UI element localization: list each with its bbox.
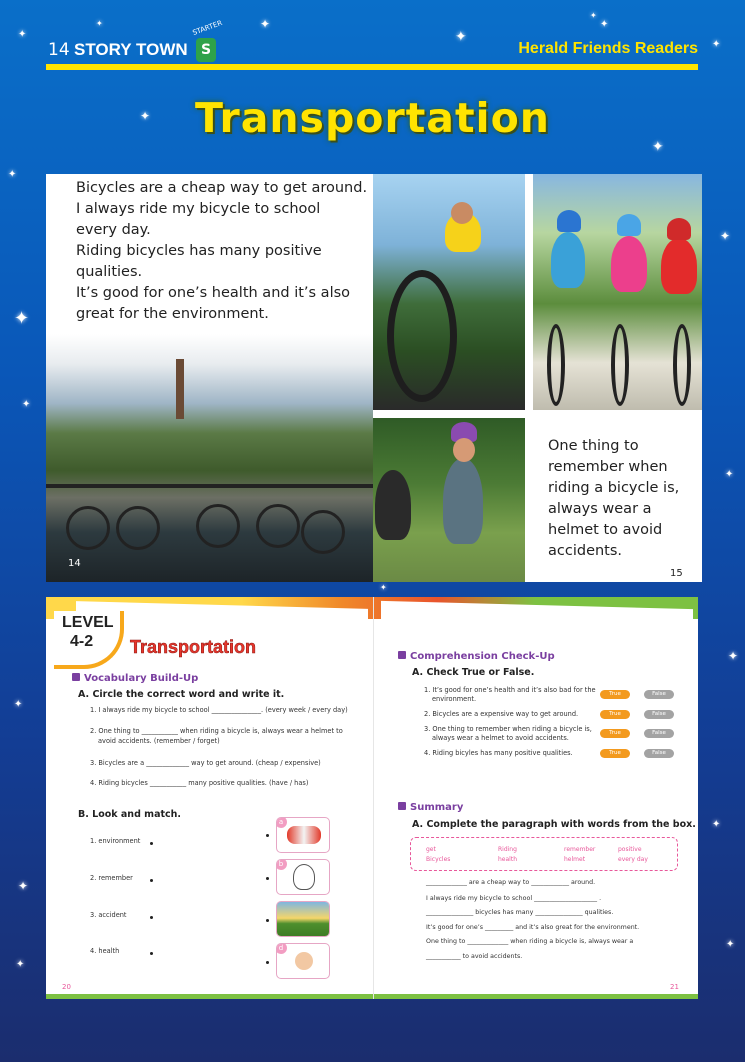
blue-helmet (557, 210, 581, 232)
tf-item-1-cont: environment. (432, 695, 477, 703)
match-dot[interactable] (266, 834, 269, 837)
publisher-name: Herald Friends Readers (518, 40, 698, 57)
canal-bicycles-photo (46, 334, 373, 582)
reading-paragraph-2 (548, 436, 696, 562)
text-line: great for the environment. (76, 306, 269, 322)
book-icon (398, 651, 406, 659)
vocab-item-1: 1. I always ride my bicycle to school _______________. (every week / every day) (90, 706, 348, 714)
word-box (410, 837, 678, 871)
tf-item-3: 3. One thing to remember when riding a bicycle is, (424, 725, 592, 733)
false-button[interactable]: False (644, 690, 674, 699)
match-word-4: 4. health (90, 947, 120, 955)
comprehension-heading (398, 651, 555, 662)
bicycle-wheel (611, 324, 629, 406)
page-divider (373, 597, 374, 999)
match-dot[interactable] (150, 842, 153, 845)
reading-right-page-number: 15 (670, 568, 683, 579)
blue-helmet (617, 214, 641, 236)
bicycle-wheel (256, 504, 300, 548)
text-line: Bicycles are a cheap way to get around. (76, 180, 368, 196)
three-kids-bikes-photo (533, 174, 702, 410)
red-helmet (667, 218, 691, 240)
text-line: riding a bicycle is, (548, 480, 680, 496)
level-badge (54, 611, 124, 669)
bridge-railing (46, 484, 373, 488)
summary-line: ___________ to avoid accidents. (426, 953, 523, 960)
vocab-item-2: 2. One thing to ___________ when riding a bicycle is, always wear a helmet to (90, 727, 343, 735)
reading-spread (46, 174, 702, 582)
false-button[interactable]: False (644, 729, 674, 738)
church-tower (176, 359, 184, 419)
box-word: positive (618, 846, 642, 853)
vocab-item-3: 3. Bicycles are a _____________ way to get around. (cheap / expensive) (90, 759, 321, 767)
bicycle-wheel (116, 506, 160, 550)
false-button[interactable]: False (644, 749, 674, 758)
boy-head (451, 202, 473, 224)
comprehension-heading-text: Comprehension Check-Up (410, 651, 555, 662)
text-line: remember when (548, 459, 668, 475)
summary-line: _____________ are a cheap way to ____________ around. (426, 879, 596, 886)
brain-head-icon (293, 864, 315, 890)
match-image-health[interactable] (276, 943, 330, 979)
vocab-item-4: 4. Riding bicycles ___________ many positive qualities. (have / has) (90, 779, 309, 787)
summary-line: One thing to _____________ when riding a bicycle is, always wear a (426, 938, 634, 945)
worksheet-right-page-number: 21 (670, 983, 679, 991)
match-letter: d (276, 943, 287, 954)
box-word: every day (618, 856, 648, 863)
page-header (46, 18, 698, 72)
kid-blue-shirt (551, 232, 585, 288)
text-line: helmet to avoid (548, 522, 663, 538)
match-image-remember[interactable] (276, 859, 330, 895)
true-button[interactable]: True (600, 749, 630, 758)
couple-cycling-photo (373, 418, 525, 582)
header-page-number: 14 (48, 40, 70, 60)
match-image-accident[interactable] (276, 817, 330, 853)
worksheet-title: Transportation (130, 637, 257, 657)
summary-part-a: A. Complete the paragraph with words from the box. (412, 819, 696, 830)
box-word: health (498, 856, 517, 863)
match-dot[interactable] (150, 916, 153, 919)
child-icon (295, 952, 313, 970)
series-title: STORY TOWN (74, 40, 188, 59)
vocab-item-2-cont: avoid accidents. (remember / forget) (98, 737, 220, 745)
match-dot[interactable] (266, 877, 269, 880)
tf-item-2: 2. Bicycles are a expensive way to get around. (424, 710, 579, 718)
false-button[interactable]: False (644, 710, 674, 719)
match-letter: a (276, 817, 287, 828)
bicycle-wheel (66, 506, 110, 550)
match-dot[interactable] (150, 879, 153, 882)
tf-item-3-cont: always wear a helmet to avoid accidents. (432, 734, 569, 742)
summary-heading-text: Summary (410, 802, 464, 813)
starter-badge: S (196, 38, 216, 62)
text-line: It’s good for one’s health and it’s also (76, 285, 351, 301)
reading-paragraph-1 (76, 178, 376, 325)
tf-item-1: 1. It’s good for one’s health and it’s also bad for the (424, 686, 596, 694)
summary-line: _______________ bicycles has many _______________ qualities. (426, 909, 614, 916)
tf-item-4: 4. Riding bicyles has many positive qualities. (424, 749, 573, 757)
text-line: Riding bicycles has many positive (76, 243, 322, 259)
match-word-1: 1. environment (90, 837, 141, 845)
crash-icon (287, 826, 321, 844)
text-line: accidents. (548, 543, 623, 559)
bicycle-front-wheel (387, 270, 457, 402)
summary-line: It’s good for one’s _________ and it’s also great for the environment. (426, 924, 640, 931)
book-icon (398, 802, 406, 810)
text-line: One thing to (548, 438, 639, 454)
summary-line: I always ride my bicycle to school ____________________ . (426, 895, 602, 902)
text-line: qualities. (76, 264, 143, 280)
page-title: Transportation (195, 94, 550, 142)
true-button[interactable]: True (600, 729, 630, 738)
summary-heading (398, 802, 463, 813)
box-word: remember (564, 846, 596, 853)
book-icon (72, 673, 80, 681)
woman-face (453, 438, 475, 462)
match-dot[interactable] (266, 919, 269, 922)
vocab-heading (72, 673, 198, 684)
box-word: helmet (564, 856, 586, 863)
man-cyclist (375, 470, 411, 540)
vocab-heading-text: Vocabulary Build-Up (84, 673, 199, 684)
true-button[interactable]: True (600, 690, 630, 699)
box-word: get (426, 846, 436, 853)
header-rule (46, 64, 698, 70)
match-image-environment[interactable] (276, 901, 330, 937)
worksheet-left-page-number: 20 (62, 983, 71, 991)
bicycle-wheel (301, 510, 345, 554)
landscape-icon (277, 902, 330, 937)
woman-cyclist (443, 458, 483, 544)
kid-pink-shirt (611, 236, 647, 292)
match-letter: b (276, 859, 287, 870)
vocab-part-a: A. Circle the correct word and write it. (78, 689, 285, 700)
level-word: LEVEL (62, 614, 114, 631)
starter-label: STARTER (191, 18, 224, 38)
kid-red-shirt (661, 238, 697, 294)
box-word: Bicycles (426, 856, 451, 863)
text-line: every day. (76, 222, 151, 238)
boy-cycling-photo (373, 174, 525, 410)
match-dot[interactable] (150, 952, 153, 955)
reading-left-page-number: 14 (68, 558, 81, 569)
text-line: I always ride my bicycle to school (76, 201, 321, 217)
match-word-2: 2. remember (90, 874, 133, 882)
match-dot[interactable] (266, 961, 269, 964)
worksheet-spread (46, 597, 698, 999)
text-line: always wear a (548, 501, 652, 517)
comprehension-part-a: A. Check True or False. (412, 667, 535, 678)
bicycle-wheel (196, 504, 240, 548)
bicycle-wheel (547, 324, 565, 406)
match-word-3: 3. accident (90, 911, 127, 919)
true-button[interactable]: True (600, 710, 630, 719)
bicycle-wheel (673, 324, 691, 406)
vocab-part-b: B. Look and match. (78, 809, 182, 820)
box-word: Riding (498, 846, 517, 853)
level-number: 4-2 (70, 633, 94, 650)
